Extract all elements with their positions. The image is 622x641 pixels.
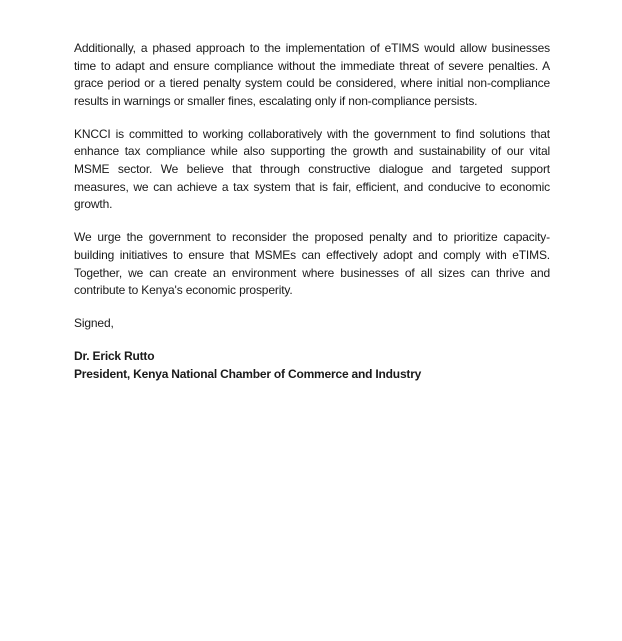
paragraph-phased-approach: Additionally, a phased approach to the implementation of eTIMS would allow businesses time to adapt and ensure compliance without the immediate threat of severe penalties. A grace period or a tiered penalty system could be considered, where initial non-compliance results in warnings or smaller fines, escalating only if non-compliance persists. xyxy=(74,41,550,108)
paragraph-urge-government: We urge the government to reconsider the proposed penalty and to prioritize capacity-building initiatives to ensure that MSMEs can effectively adopt and comply with eTIMS. Together, we can create an environment where businesses of all sizes can thrive and contribute to Kenya's economic prosperity. xyxy=(74,230,550,298)
paragraph-kncci-commitment: KNCCI is committed to working collaboratively with the government to find solutions that enhance tax compliance while also supporting the growth and sustainability of our vital MSME sector. We believe that through constructive dialogue and targeted support measures, we can achieve a tax system that is fair, efficient, and conducive to economic growth. xyxy=(74,126,550,212)
closing-signed: Signed, xyxy=(74,316,114,331)
signatory-title: President, Kenya National Chamber of Commerce and Industry xyxy=(74,366,422,381)
signatory-name: Dr. Erick Rutto xyxy=(74,349,155,364)
letter-body xyxy=(74,40,550,384)
